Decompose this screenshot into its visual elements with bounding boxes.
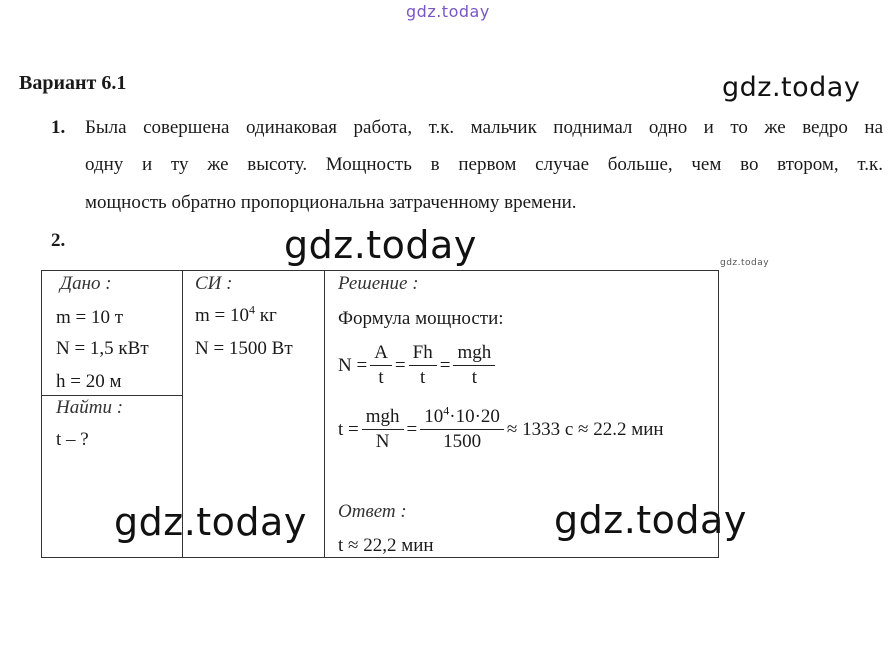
- formula-label: Формула мощности:: [338, 308, 504, 329]
- si-power: N = 1500 Вт: [195, 338, 293, 359]
- fraction: [420, 405, 504, 454]
- problem1-text-line: одну и ту же высоту. Мощность в первом случае больше, чем во втором, т.к.: [85, 154, 883, 175]
- fraction-denominator: t: [420, 367, 426, 388]
- given-height: h = 20 м: [56, 371, 122, 392]
- fraction-denominator: t: [471, 367, 477, 388]
- fraction-denominator: t: [378, 367, 384, 388]
- numerator-rest: ·10·20: [449, 406, 500, 427]
- fraction-numerator: Fh: [409, 341, 437, 366]
- given-power: N = 1,5 кВт: [56, 338, 149, 359]
- fraction: [370, 341, 392, 390]
- fraction: [409, 341, 437, 390]
- fraction: [362, 405, 404, 454]
- si-mass-value: m = 10: [195, 305, 249, 326]
- table-divider: [42, 395, 182, 396]
- fraction: [453, 341, 495, 390]
- eq-lhs: N =: [338, 354, 368, 376]
- watermark-top: gdz.today: [406, 2, 490, 21]
- variant-title: Вариант 6.1: [19, 72, 127, 94]
- si-mass-unit: кг: [255, 305, 277, 326]
- eq-sign: =: [406, 418, 418, 440]
- eq-sign: =: [439, 354, 451, 376]
- answer-header: Ответ :: [338, 501, 407, 522]
- si-header: СИ :: [195, 273, 233, 294]
- eq-lhs: t =: [338, 418, 359, 440]
- power-formula: [338, 341, 498, 390]
- fraction-denominator: 1500: [443, 431, 482, 452]
- eq-sign: =: [394, 354, 406, 376]
- given-header: Дано :: [60, 273, 112, 294]
- fraction-numerator: A: [370, 341, 392, 366]
- fraction-denominator: N: [375, 431, 390, 452]
- find-unknown: t – ?: [56, 429, 89, 450]
- si-mass: [195, 302, 277, 327]
- numerator-exponent: 4: [443, 403, 450, 418]
- problem-number: 2.: [51, 230, 66, 251]
- problem1-text-line: мощность обратно пропорциональна затраченному времени.: [85, 192, 577, 213]
- watermark: gdz.today: [284, 223, 477, 267]
- fraction-numerator: mgh: [453, 341, 495, 366]
- eq-result: ≈ 1333 с ≈ 22.2 мин: [506, 418, 664, 440]
- problem-number: 1.: [51, 117, 66, 138]
- find-header: Найти :: [56, 397, 124, 418]
- solution-header: Решение :: [338, 273, 419, 294]
- watermark: gdz.today: [722, 72, 861, 103]
- numerator-base: 10: [424, 406, 444, 427]
- si-mass-exponent: 4: [249, 302, 255, 317]
- watermark: gdz.today: [554, 498, 747, 542]
- problem1-text-line: Была совершена одинаковая работа, т.к. мальчик поднимал одно и то же ведро на: [85, 117, 883, 138]
- watermark-small: gdz.today: [720, 258, 770, 268]
- fraction-numerator: mgh: [362, 405, 404, 430]
- table-divider: [324, 271, 325, 557]
- given-mass: m = 10 т: [56, 307, 124, 328]
- answer-value: t ≈ 22,2 мин: [338, 535, 434, 556]
- watermark: gdz.today: [114, 500, 307, 544]
- fraction-numerator: [420, 405, 504, 430]
- time-formula: [338, 405, 664, 454]
